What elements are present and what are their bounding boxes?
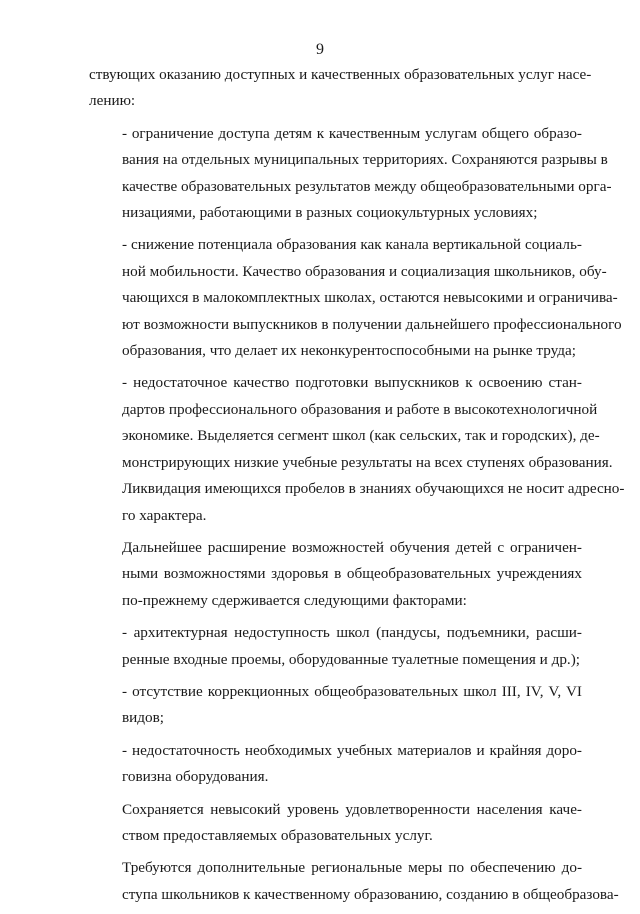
text-line: образования, что делает их неконкурентоспособными на рынке труда; (122, 342, 576, 360)
text-line: Дальнейшее расширение возможностей обучения детей с ограничен- (122, 538, 582, 556)
text-line: дартов профессионального образования и работе в высокотехнологичной (122, 400, 598, 418)
text-line: го характера. (122, 506, 207, 524)
text-line: ствующих оказанию доступных и качественных образовательных услуг насе- (89, 66, 592, 83)
text-line: по-прежнему сдерживается следующими факторами: (122, 591, 467, 609)
text-line: - недостаточность необходимых учебных материалов и крайняя доро- (122, 741, 582, 759)
paragraph (89, 679, 582, 732)
text-line: - снижение потенциала образования как канала вертикальной социаль- (122, 236, 582, 254)
paragraph (89, 855, 619, 908)
text-line: лению: (89, 92, 136, 110)
text-line: - архитектурная недоступность школ (пандусы, подъемники, расши- (122, 624, 582, 642)
text-line: ренные входные проемы, оборудованные туалетные помещения и др.); (122, 650, 581, 668)
text-line: - отсутствие коррекционных общеобразовательных школ III, IV, V, VI (122, 682, 582, 700)
text-line: чающихся в малокомплектных школах, остаются невысокими и ограничива- (122, 289, 618, 307)
text-line: вания на отдельных муниципальных территориях. Сохраняются разрывы в (122, 151, 608, 169)
text-line: ступа школьников к качественному образованию, созданию в общеобразова- (122, 885, 619, 903)
paragraph (89, 738, 582, 791)
text-line: - ограничение доступа детям к качественным услугам общего образо- (122, 124, 582, 142)
paragraph (89, 797, 582, 850)
paragraph (89, 535, 582, 614)
paragraph (89, 232, 622, 364)
text-line: Ликвидация имеющихся пробелов в знаниях обучающихся не носит адресно- (122, 480, 625, 498)
paragraph (89, 62, 592, 115)
text-line: ными возможностями здоровья в общеобразовательных учреждениях (122, 565, 582, 583)
text-line: говизна оборудования. (122, 768, 269, 786)
text-line: ством предоставляемых образовательных услуг. (122, 826, 433, 844)
text-line: - недостаточное качество подготовки выпускников к освоению стан- (122, 374, 582, 392)
text-line: низациями, работающими в разных социокультурных условиях; (122, 204, 538, 222)
paragraph (89, 370, 625, 528)
text-line: ной мобильности. Качество образования и социализация школьников, обу- (122, 262, 607, 280)
paragraph (89, 121, 612, 227)
text-line: Сохраняется невысокий уровень удовлетворенности населения каче- (122, 800, 582, 818)
page-number: 9 (316, 41, 324, 58)
text-line: ют возможности выпускников в получении дальнейшего профессионального (122, 315, 622, 333)
text-line: качестве образовательных результатов между общеобразовательными орга- (122, 177, 612, 195)
text-line: видов; (122, 709, 165, 727)
body-text (89, 62, 625, 914)
text-line: монстрирующих низкие учебные результаты на всех ступенях образования. (122, 453, 613, 471)
paragraph (89, 620, 582, 673)
text-line: экономике. Выделяется сегмент школ (как сельских, так и городских), де- (122, 427, 600, 445)
text-line: Требуются дополнительные региональные меры по обеспечению до- (122, 859, 582, 877)
